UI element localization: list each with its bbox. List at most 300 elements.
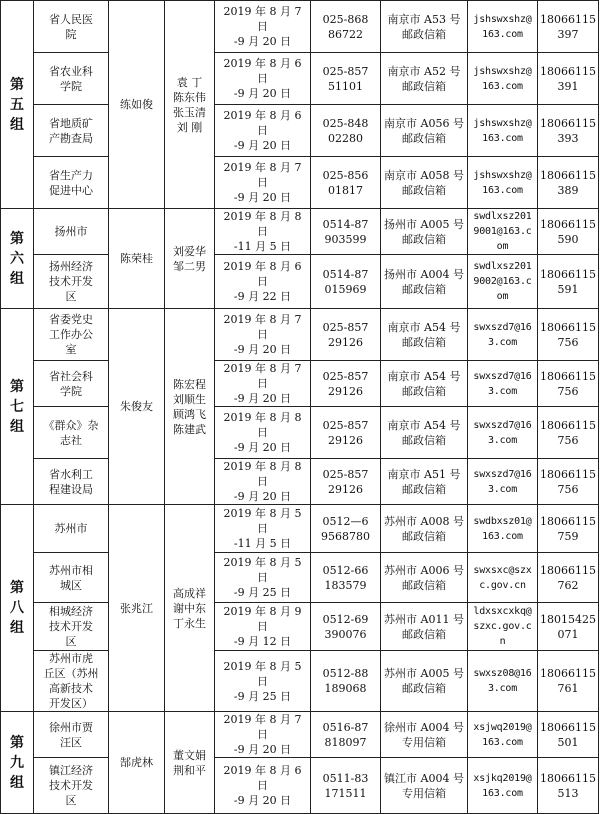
cell-line: swxszd7@16 — [473, 370, 532, 382]
cell-line: 2019 年 8 月 8 日 — [223, 411, 302, 439]
cell-line: 025-848 — [322, 116, 369, 130]
group-name-char: 组 — [10, 270, 24, 287]
cell-line: 程建设局 — [49, 482, 93, 496]
cell-line: 18066115 — [540, 116, 596, 130]
table-row — [1, 553, 599, 603]
cell-line: 省水利工 — [49, 467, 93, 481]
email — [468, 553, 538, 603]
cell-line: 2019 年 8 月 6 日 — [223, 260, 302, 288]
mobile — [538, 255, 599, 309]
cell-line: 3.com — [487, 434, 518, 446]
cell-line: swxsxc@szx — [473, 564, 532, 576]
cell-line: 393 — [557, 131, 579, 145]
inspection-period — [215, 105, 311, 157]
table-row — [1, 309, 599, 361]
cell-line: 南京市 A51 号 — [387, 467, 461, 481]
cell-line: xsjkq2019@ — [473, 772, 532, 784]
contact-phone — [311, 651, 381, 712]
cell-line: 陈建武 — [173, 422, 206, 436]
cell-line: 025-857 — [322, 369, 369, 383]
leader-name: 张兆江 — [120, 601, 153, 615]
cell-line: 志社 — [60, 433, 82, 447]
contact-phone — [311, 361, 381, 407]
cell-line: 903599 — [324, 232, 367, 246]
mobile — [538, 505, 599, 553]
group-leader — [109, 1, 165, 209]
cell-line: -11 月 5 日 — [233, 240, 292, 253]
cell-line: 389 — [557, 183, 579, 197]
unit-name — [34, 361, 109, 407]
table-row — [1, 407, 599, 459]
cell-line: 9001@163.c — [473, 226, 532, 237]
cell-line: 18066115 — [540, 467, 596, 481]
cell-line: 扬州市 A004 号 — [384, 267, 464, 281]
inspection-period — [215, 758, 311, 814]
cell-line: 董文娟 — [173, 748, 206, 762]
cell-line: 2019 年 8 月 6 日 — [223, 57, 302, 85]
cell-line: 袁 丁 — [176, 75, 203, 89]
group-name-char: 九 — [10, 754, 24, 771]
cell-line: 镇江经济 — [49, 764, 93, 777]
unit-name — [34, 459, 109, 505]
group-members — [165, 209, 215, 309]
cell-line: 省生产力 — [49, 168, 93, 182]
cell-line: 苏州市 A008 号 — [384, 514, 464, 528]
mailbox — [381, 209, 468, 255]
cell-line: 18066115 — [540, 667, 596, 680]
group-name — [1, 712, 34, 814]
cell-line: 张玉清 — [173, 105, 206, 119]
email — [468, 758, 538, 814]
email — [468, 157, 538, 209]
contact-phone — [311, 53, 381, 105]
table-row — [1, 1, 599, 53]
cell-line: 818097 — [324, 735, 367, 749]
cell-line: om — [496, 291, 509, 302]
inspection-period — [215, 255, 311, 309]
cell-line: 756 — [557, 482, 579, 496]
cell-line: 镇江市 A004 号 — [384, 771, 464, 785]
unit-name — [34, 157, 109, 209]
cell-line: 陈东伟 — [173, 90, 206, 104]
cell-line: 邮政信箱 — [402, 131, 446, 145]
group-name — [1, 309, 34, 505]
cell-line: 区 — [65, 290, 77, 303]
cell-line: ldxsxcxkq@ — [473, 606, 532, 617]
cell-line: 18066115 — [540, 563, 596, 577]
email — [468, 712, 538, 758]
cell-line: 0512—6 — [322, 514, 369, 528]
cell-line: 590 — [557, 232, 579, 246]
cell-line: 邮政信箱 — [402, 578, 446, 592]
cell-line: 扬州市 — [54, 225, 88, 238]
mailbox — [381, 105, 468, 157]
cell-line: 产勘查局 — [49, 131, 93, 145]
cell-line: 18066115 — [540, 320, 596, 334]
cell-line: 高新技术 — [49, 682, 93, 695]
cell-line: c.gov.cn — [479, 579, 526, 591]
cell-line: -9 月 20 日 — [233, 35, 292, 48]
table-row — [1, 209, 599, 255]
cell-line: 丁永生 — [173, 616, 206, 630]
group-name — [1, 505, 34, 712]
cell-line: 0514-87 — [322, 217, 369, 231]
table-row — [1, 651, 599, 712]
mobile — [538, 53, 599, 105]
leader-name: 练如俊 — [120, 98, 153, 111]
mobile — [538, 407, 599, 459]
inspection-period — [215, 53, 311, 105]
cell-line: 18066115 — [540, 267, 596, 281]
cell-line: 学院 — [60, 384, 82, 398]
email — [468, 407, 538, 459]
inspection-period — [215, 407, 311, 459]
cell-line: 163.com — [482, 530, 523, 542]
cell-line: -9 月 25 日 — [233, 689, 292, 703]
cell-line: 邮政信箱 — [402, 433, 446, 447]
mobile — [538, 712, 599, 758]
email — [468, 53, 538, 105]
group-leader — [109, 209, 165, 309]
cell-line: 院 — [65, 27, 77, 41]
cell-line: -11 月 5 日 — [233, 537, 292, 550]
cell-line: swxsz08@16 — [473, 668, 532, 679]
mailbox — [381, 651, 468, 712]
cell-line: 2019 年 8 月 8 日 — [223, 460, 302, 488]
mobile — [538, 309, 599, 361]
cell-line: 南京市 A54 号 — [387, 320, 461, 334]
cell-line: 18066115 — [540, 418, 596, 432]
mobile — [538, 603, 599, 651]
cell-line: 南京市 A058 号 — [384, 168, 464, 182]
mailbox — [381, 1, 468, 53]
cell-line: 9568780 — [321, 529, 370, 543]
cell-line: 29126 — [328, 384, 363, 398]
cell-line: 0512-88 — [322, 667, 369, 680]
inspection-period — [215, 603, 311, 651]
table-row — [1, 505, 599, 553]
unit-name — [34, 505, 109, 553]
cell-line: 163.com — [482, 132, 523, 144]
unit-name — [34, 53, 109, 105]
cell-line: 189068 — [324, 682, 367, 695]
group-name-char: 组 — [10, 620, 24, 636]
unit-name — [34, 712, 109, 758]
unit-name — [34, 105, 109, 157]
cell-line: 徐州市 A004 号 — [384, 720, 464, 734]
cell-line: 756 — [557, 433, 579, 447]
unit-name — [34, 758, 109, 814]
inspection-period — [215, 553, 311, 603]
cell-line: 0511-83 — [322, 771, 369, 785]
cell-line: 相城经济 — [49, 605, 93, 618]
cell-line: 0512-69 — [322, 612, 369, 626]
email — [468, 309, 538, 361]
cell-line: 183579 — [324, 578, 367, 592]
cell-line: -9 月 20 日 — [233, 743, 292, 756]
table-row — [1, 459, 599, 505]
cell-line: 501 — [557, 735, 579, 749]
cell-line: 高成祥 — [173, 586, 206, 600]
table-row — [1, 603, 599, 651]
inspection-period — [215, 157, 311, 209]
cell-line: 丘区（苏州 — [43, 667, 99, 680]
contact-phone — [311, 157, 381, 209]
cell-line: 谢中东 — [173, 601, 206, 615]
cell-line: 015969 — [324, 282, 367, 296]
cell-line: 3.com — [487, 385, 518, 397]
cell-line: 省人民医 — [49, 12, 93, 26]
cell-line: swxszd7@16 — [473, 468, 532, 480]
cell-line: 省地质矿 — [49, 116, 93, 130]
cell-line: 南京市 A056 号 — [384, 116, 464, 130]
cell-line: 区 — [65, 635, 77, 648]
cell-line: 2019 年 8 月 5 日 — [223, 507, 302, 535]
cell-line: 18066115 — [540, 168, 596, 182]
unit-name — [34, 255, 109, 309]
cell-line: jshswxshz@ — [473, 169, 532, 181]
group-leader — [109, 712, 165, 814]
email — [468, 255, 538, 309]
cell-line: 技术开发 — [49, 620, 93, 633]
cell-line: jshswxshz@ — [473, 117, 532, 129]
cell-line: 省农业科 — [49, 64, 93, 78]
cell-line: 025-857 — [322, 467, 369, 481]
group-name-char: 第 — [10, 378, 24, 395]
cell-line: 南京市 A52 号 — [387, 64, 461, 78]
cell-line: 756 — [557, 335, 579, 349]
unit-name — [34, 553, 109, 603]
cell-line: -9 月 12 日 — [233, 635, 292, 648]
cell-line: 51101 — [328, 79, 363, 93]
group-members — [165, 309, 215, 505]
cell-line: -9 月 20 日 — [233, 441, 292, 454]
mobile — [538, 459, 599, 505]
mobile — [538, 209, 599, 255]
email — [468, 651, 538, 712]
mobile — [538, 105, 599, 157]
cell-line: -9 月 20 日 — [233, 794, 292, 807]
cell-line: swdlxsz201 — [473, 261, 532, 272]
cell-line: xsjwq2019@ — [473, 721, 532, 733]
cell-line: 9002@163.c — [473, 276, 532, 287]
mailbox — [381, 505, 468, 553]
cell-line: 邮政信箱 — [402, 232, 446, 246]
group-name-char: 八 — [10, 600, 24, 616]
cell-line: 756 — [557, 384, 579, 398]
cell-line: 163.com — [482, 184, 523, 196]
mailbox — [381, 603, 468, 651]
group-name-char: 第 — [10, 76, 24, 93]
mailbox — [381, 361, 468, 407]
contact-phone — [311, 553, 381, 603]
cell-line: 391 — [557, 79, 579, 93]
unit-name — [34, 1, 109, 53]
cell-line: 18015425 — [540, 612, 596, 626]
cell-line: 759 — [557, 529, 579, 543]
cell-line: 城区 — [60, 578, 82, 592]
cell-line: 025-856 — [322, 168, 369, 182]
cell-line: 开发区） — [49, 697, 93, 710]
contact-phone — [311, 459, 381, 505]
contact-phone — [311, 712, 381, 758]
cell-line: 邮政信箱 — [402, 529, 446, 543]
cell-line: 苏州市 A011 号 — [384, 612, 464, 626]
leader-name: 陈荣桂 — [120, 252, 153, 265]
contact-phone — [311, 758, 381, 814]
cell-line: 18066115 — [540, 12, 596, 26]
contact-phone — [311, 209, 381, 255]
mailbox — [381, 553, 468, 603]
cell-line: 荆和平 — [173, 763, 206, 777]
cell-line: 省社会科 — [49, 369, 93, 383]
cell-line: -9 月 20 日 — [233, 87, 292, 100]
cell-line: -9 月 20 日 — [233, 139, 292, 152]
cell-line: 390076 — [324, 627, 367, 641]
group-leader — [109, 309, 165, 505]
cell-line: 0512-66 — [322, 563, 369, 577]
email — [468, 1, 538, 53]
mobile — [538, 157, 599, 209]
cell-line: 邮政信箱 — [402, 627, 446, 641]
mailbox — [381, 157, 468, 209]
group-name-char: 七 — [10, 398, 24, 415]
unit-name — [34, 309, 109, 361]
cell-line: 扬州市 A005 号 — [384, 217, 464, 231]
unit-name — [34, 209, 109, 255]
cell-line: 邮政信箱 — [402, 27, 446, 41]
cell-line: 171511 — [324, 786, 367, 800]
cell-line: jshswxshz@ — [473, 13, 532, 25]
mobile — [538, 651, 599, 712]
email — [468, 209, 538, 255]
cell-line: 2019 年 8 月 5 日 — [223, 556, 302, 584]
cell-line: 591 — [557, 282, 579, 296]
mobile — [538, 553, 599, 603]
cell-line: 86722 — [328, 27, 363, 41]
cell-line: 29126 — [328, 335, 363, 349]
cell-line: 163.com — [482, 28, 523, 40]
cell-line: 苏州市 A005 号 — [384, 667, 464, 680]
cell-line: 苏州市相 — [49, 563, 93, 577]
cell-line: 163.com — [482, 787, 523, 799]
cell-line: 2019 年 8 月 8 日 — [223, 210, 302, 238]
inspection-period — [215, 651, 311, 712]
cell-line: 29126 — [328, 433, 363, 447]
contact-phone — [311, 105, 381, 157]
cell-line: 苏州市 A006 号 — [384, 563, 464, 577]
group-name-char: 第 — [10, 230, 24, 247]
unit-name — [34, 603, 109, 651]
group-members — [165, 505, 215, 712]
cell-line: 18066115 — [540, 771, 596, 785]
cell-line: 2019 年 8 月 7 日 — [223, 362, 302, 390]
group-members — [165, 712, 215, 814]
group-leader — [109, 505, 165, 712]
cell-line: 3.com — [487, 683, 518, 694]
mobile — [538, 758, 599, 814]
table-row — [1, 53, 599, 105]
group-name-char: 组 — [10, 774, 24, 791]
cell-line: 2019 年 8 月 5 日 — [223, 659, 302, 688]
contact-phone — [311, 309, 381, 361]
cell-line: 技术开发 — [49, 275, 93, 288]
cell-line: 扬州经济 — [49, 260, 93, 273]
cell-line: 专用信箱 — [402, 786, 446, 800]
mobile — [538, 361, 599, 407]
cell-line: 南京市 A54 号 — [387, 418, 461, 432]
cell-line: 18066115 — [540, 514, 596, 528]
cell-line: 邮政信箱 — [402, 79, 446, 93]
cell-line: 2019 年 8 月 7 日 — [223, 313, 302, 341]
inspection-period — [215, 459, 311, 505]
cell-line: swdbxsz01@ — [473, 515, 532, 527]
cell-line: 18066115 — [540, 369, 596, 383]
group-name-char: 五 — [10, 96, 24, 113]
cell-line: 邮政信箱 — [402, 282, 446, 296]
cell-line: 区 — [65, 794, 77, 807]
cell-line: 2019 年 8 月 7 日 — [223, 5, 302, 33]
cell-line: 苏州市虎 — [49, 652, 93, 665]
cell-line: 762 — [557, 578, 579, 592]
email — [468, 459, 538, 505]
cell-line: 邮政信箱 — [402, 682, 446, 695]
cell-line: 技术开发 — [49, 779, 93, 792]
group-name — [1, 1, 34, 209]
mailbox — [381, 712, 468, 758]
inspection-period — [215, 505, 311, 553]
cell-line: 学院 — [60, 79, 82, 93]
cell-line: 室 — [65, 343, 77, 356]
cell-line: om — [496, 241, 509, 252]
cell-line: 2019 年 8 月 9 日 — [223, 605, 302, 633]
leader-name: 朱俊友 — [120, 400, 153, 413]
cell-line: 163.com — [482, 736, 523, 748]
cell-line: 陈宏程 — [173, 377, 206, 391]
cell-line: 邮政信箱 — [402, 183, 446, 197]
inspection-period — [215, 309, 311, 361]
table-row — [1, 105, 599, 157]
contact-phone — [311, 603, 381, 651]
cell-line: 397 — [557, 27, 579, 41]
mailbox — [381, 53, 468, 105]
mailbox — [381, 407, 468, 459]
cell-line: jshswxshz@ — [473, 65, 532, 77]
cell-line: -9 月 22 日 — [233, 290, 292, 303]
cell-line: 29126 — [328, 482, 363, 496]
cell-line: 南京市 A54 号 — [387, 369, 461, 383]
contact-phone — [311, 1, 381, 53]
contact-phone — [311, 255, 381, 309]
cell-line: 0514-87 — [322, 267, 369, 281]
cell-line: 《群众》杂 — [43, 418, 99, 432]
cell-line: 513 — [557, 786, 579, 800]
cell-line: 18066115 — [540, 64, 596, 78]
email — [468, 361, 538, 407]
table-row — [1, 361, 599, 407]
cell-line: 2019 年 8 月 7 日 — [223, 713, 302, 741]
cell-line: 汪区 — [60, 735, 82, 749]
email — [468, 505, 538, 553]
cell-line: swdlxsz201 — [473, 211, 532, 222]
cell-line: -9 月 20 日 — [233, 191, 292, 204]
cell-line: -9 月 20 日 — [233, 392, 292, 405]
group-members — [165, 1, 215, 209]
cell-line: n — [499, 636, 506, 647]
table-row — [1, 157, 599, 209]
mobile — [538, 1, 599, 53]
cell-line: 025-868 — [322, 12, 369, 26]
